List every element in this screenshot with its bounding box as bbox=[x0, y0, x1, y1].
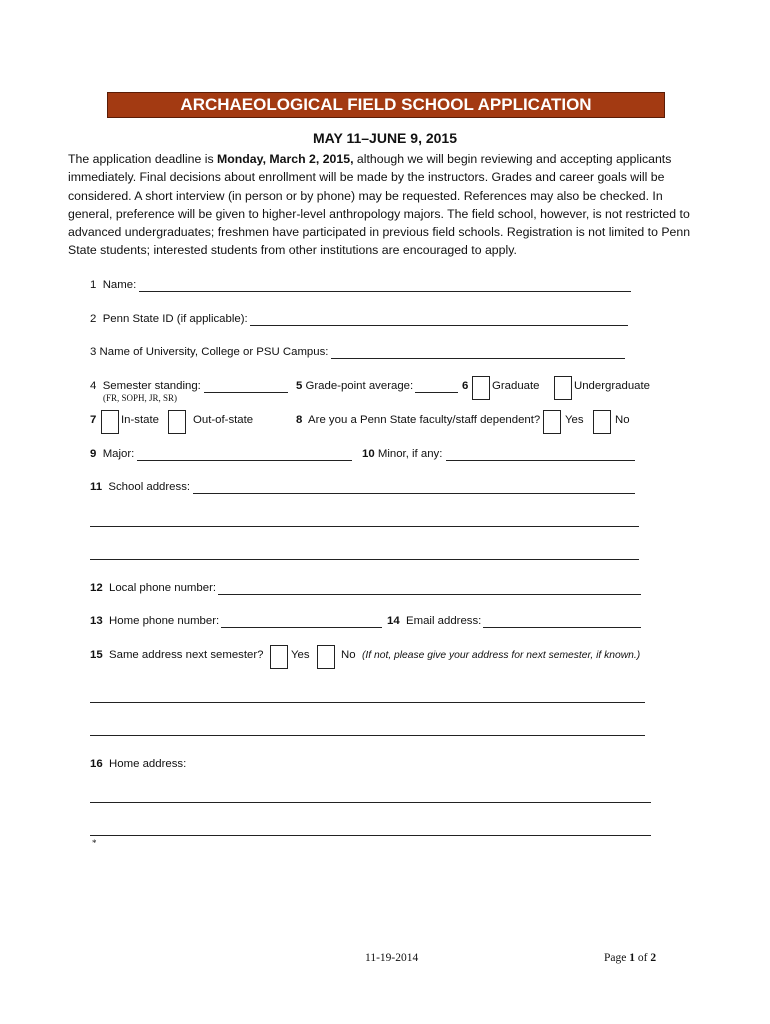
intro-text-start: The application deadline is bbox=[68, 152, 218, 166]
same-address-note: (If not, please give your address for next semester, if known.) bbox=[362, 650, 641, 661]
field-2-label: Penn State ID (if applicable): bbox=[102, 313, 248, 325]
field-11-number: 11 bbox=[90, 481, 103, 493]
school-address-line-2[interactable] bbox=[90, 526, 639, 527]
graduate-label: Graduate bbox=[492, 380, 540, 392]
dependent-yes-label: Yes bbox=[565, 414, 584, 426]
deadline-date: Monday, March 2, 2015, bbox=[217, 152, 354, 166]
field-same-address-label bbox=[90, 649, 264, 661]
field-school-address-label bbox=[90, 481, 190, 493]
out-of-state-label: Out-of-state bbox=[193, 414, 254, 426]
same-address-yes-checkbox[interactable] bbox=[270, 645, 288, 669]
field-14-number: 14 bbox=[387, 615, 400, 627]
next-address-line-1[interactable] bbox=[90, 702, 645, 703]
field-minor-label bbox=[362, 448, 442, 460]
field-4-label: Semester standing: bbox=[102, 380, 201, 392]
field-home-address-label bbox=[90, 758, 186, 770]
field-12-number: 12 bbox=[90, 582, 103, 594]
field-7-number: 7 bbox=[90, 414, 97, 426]
semester-hint: (FR, SOPH, JR, SR) bbox=[103, 393, 178, 403]
page-current: 1 bbox=[629, 952, 635, 964]
same-address-no-checkbox[interactable] bbox=[317, 645, 335, 669]
name-line[interactable] bbox=[139, 291, 631, 292]
field-1-label: Name: bbox=[102, 279, 137, 291]
field-email-label bbox=[387, 615, 481, 627]
gpa-line[interactable] bbox=[415, 392, 458, 393]
intro-paragraph bbox=[68, 150, 708, 260]
footer-page-number bbox=[604, 952, 656, 964]
field-6-number: 6 bbox=[462, 380, 469, 392]
field-major-label bbox=[90, 448, 134, 460]
field-name-label bbox=[90, 279, 136, 291]
field-12-label: Local phone number: bbox=[109, 582, 217, 594]
field-11-label: School address: bbox=[108, 481, 191, 493]
field-8-label: Are you a Penn State faculty/staff dependent? bbox=[308, 414, 541, 426]
local-phone-line[interactable] bbox=[218, 594, 641, 595]
email-line[interactable] bbox=[483, 627, 641, 628]
field-10-number: 10 bbox=[362, 448, 375, 460]
field-16-label: Home address: bbox=[109, 758, 187, 770]
field-13-number: 13 bbox=[90, 615, 103, 627]
field-dependent-label bbox=[296, 414, 540, 426]
field-3-label: Name of University, College or PSU Campus: bbox=[99, 346, 329, 358]
field-8-number: 8 bbox=[296, 414, 303, 426]
field-gpa-label bbox=[296, 380, 413, 392]
university-line[interactable] bbox=[331, 358, 625, 359]
home-address-line-1[interactable] bbox=[90, 802, 651, 803]
field-4-number: 4 bbox=[90, 380, 97, 392]
out-of-state-checkbox[interactable] bbox=[168, 410, 186, 434]
form-title: ARCHAEOLOGICAL FIELD SCHOOL APPLICATION bbox=[180, 95, 592, 114]
dependent-no-label: No bbox=[615, 414, 630, 426]
field-semester-label bbox=[90, 380, 201, 392]
field-university-label bbox=[90, 346, 328, 358]
field-2-number: 2 bbox=[90, 313, 97, 325]
semester-line[interactable] bbox=[204, 392, 288, 393]
field-14-label: Email address: bbox=[406, 615, 482, 627]
next-address-line-2[interactable] bbox=[90, 735, 645, 736]
field-13-label: Home phone number: bbox=[109, 615, 220, 627]
field-15-label: Same address next semester? bbox=[109, 649, 264, 661]
field-16-number: 16 bbox=[90, 758, 103, 770]
field-15-number: 15 bbox=[90, 649, 103, 661]
field-local-phone-label bbox=[90, 582, 216, 594]
minor-line[interactable] bbox=[446, 460, 635, 461]
undergraduate-label: Undergraduate bbox=[574, 380, 650, 392]
same-address-no-label: No bbox=[341, 649, 356, 661]
field-3-number: 3 bbox=[90, 346, 97, 358]
page-total: 2 bbox=[650, 952, 657, 964]
intro-text-rest: although we will begin reviewing and accepting applicants immediately. Final decisions about enrollment will be made by the instructors. Grades and career goals will be considered. A short interview (in person or by phone) may be requested. References may also be checked. In general, preference will be given to higher-level anthropology majors. The field school, however, is not restricted to advanced undergraduates; freshmen have participated in previous field schools. Registration is not limited to Penn State students; interested students from other institutions are encouraged to apply. bbox=[68, 152, 691, 258]
field-9-number: 9 bbox=[90, 448, 97, 460]
footer-date: 11-19-2014 bbox=[365, 952, 419, 964]
undergraduate-checkbox[interactable] bbox=[554, 376, 572, 400]
dependent-yes-checkbox[interactable] bbox=[543, 410, 561, 434]
form-title-banner bbox=[107, 92, 665, 118]
in-state-label: In-state bbox=[121, 414, 159, 426]
program-dates: MAY 11–JUNE 9, 2015 bbox=[313, 130, 457, 146]
school-address-line-3[interactable] bbox=[90, 559, 639, 560]
psu-id-line[interactable] bbox=[250, 325, 628, 326]
field-10-label: Minor, if any: bbox=[377, 448, 443, 460]
field-9-label: Major: bbox=[102, 448, 135, 460]
field-5-label: Grade-point average: bbox=[305, 380, 414, 392]
field-1-number: 1 bbox=[90, 279, 97, 291]
same-address-yes-label: Yes bbox=[291, 649, 310, 661]
field-5-number: 5 bbox=[296, 380, 303, 392]
asterisk-note: * bbox=[92, 838, 97, 848]
page-word: Page bbox=[604, 952, 627, 964]
school-address-line-1[interactable] bbox=[193, 493, 635, 494]
major-line[interactable] bbox=[137, 460, 352, 461]
field-home-phone-label bbox=[90, 615, 219, 627]
graduate-checkbox[interactable] bbox=[472, 376, 490, 400]
dependent-no-checkbox[interactable] bbox=[593, 410, 611, 434]
field-psu-id-label bbox=[90, 313, 248, 325]
of-word: of bbox=[637, 952, 648, 964]
in-state-checkbox[interactable] bbox=[101, 410, 119, 434]
home-address-line-2[interactable] bbox=[90, 835, 651, 836]
home-phone-line[interactable] bbox=[221, 627, 382, 628]
